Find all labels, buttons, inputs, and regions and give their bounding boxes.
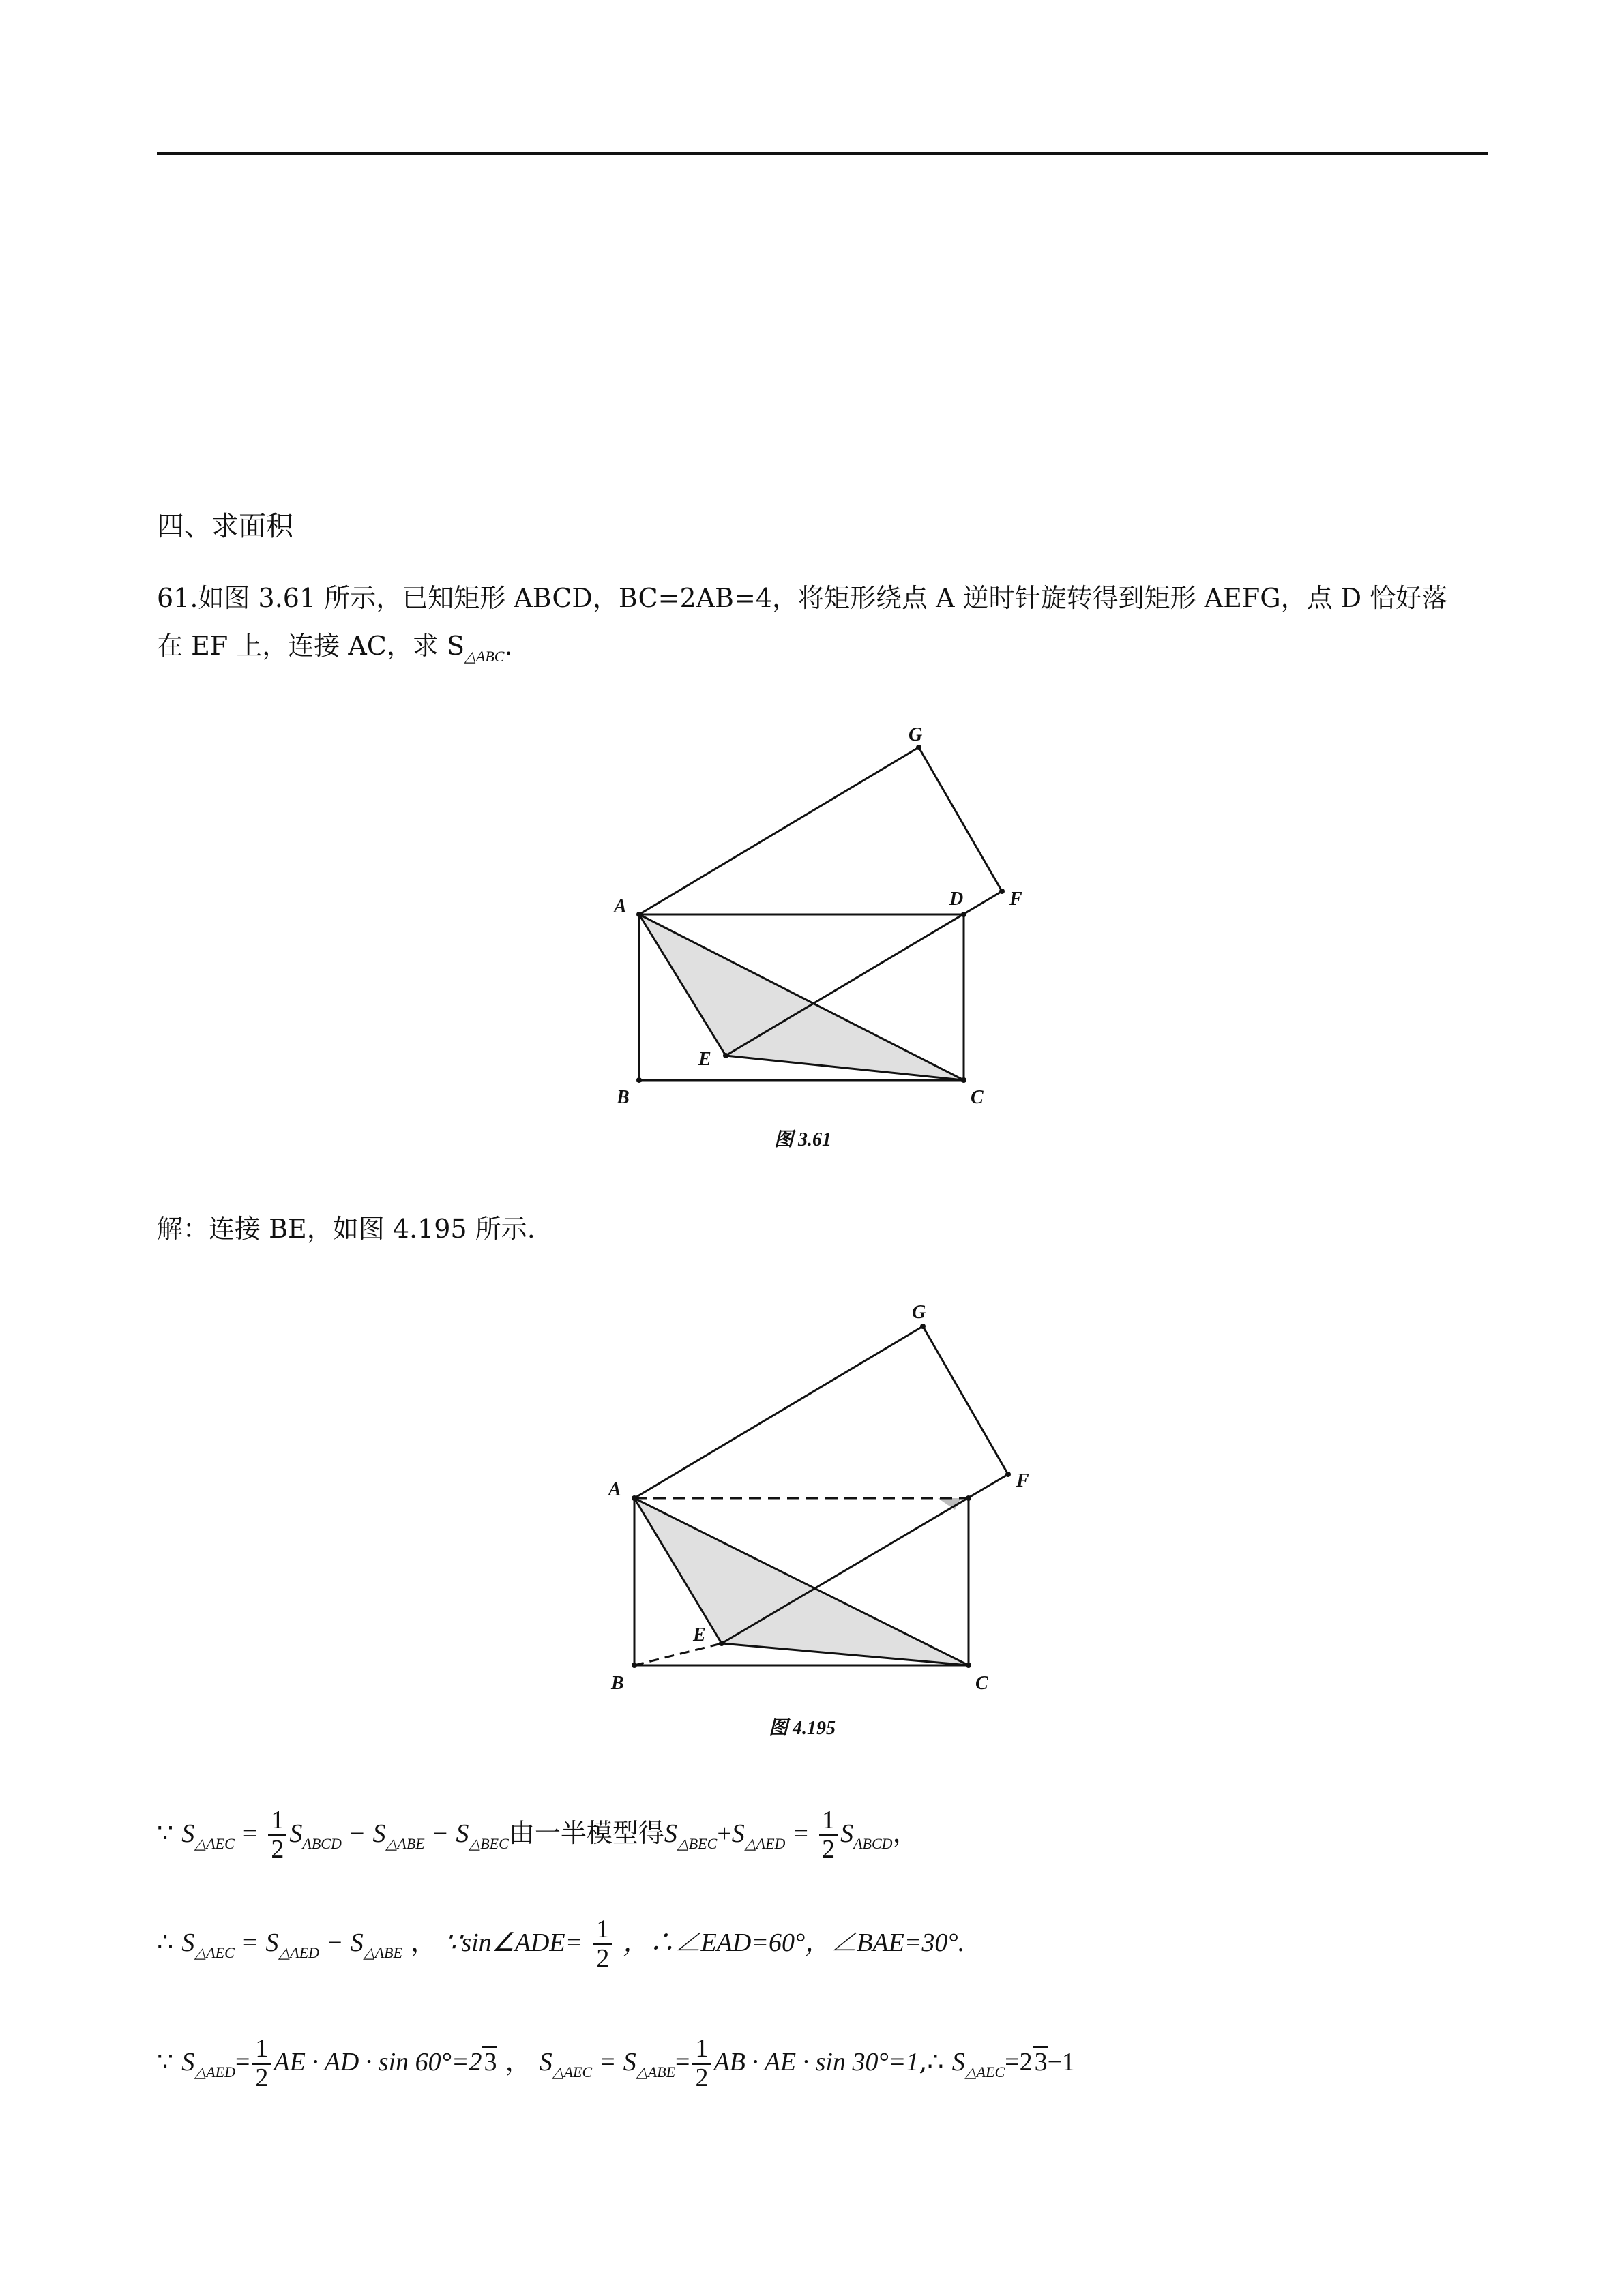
label-g-2: G bbox=[912, 1302, 926, 1323]
label-b: B bbox=[617, 1087, 630, 1108]
fraction-half: $\frac{1}{2}$ bbox=[268, 1807, 286, 1864]
label-e-2: E bbox=[693, 1624, 706, 1645]
solution-intro: 解：连接 BE，如图 4.195 所示. bbox=[157, 1214, 535, 1244]
label-g: G bbox=[909, 724, 923, 745]
fraction-half-2: $\frac{1}{2}$ bbox=[819, 1807, 838, 1864]
label-b-2: B bbox=[611, 1673, 624, 1694]
label-d: D bbox=[949, 889, 964, 910]
side-ag-2 bbox=[634, 1326, 923, 1498]
fraction-half-4: $\frac{1}{2}$ bbox=[252, 2036, 271, 2092]
equation-3: ∵ $S_{\triangle AED}=$ $\frac{1}{2}$ AE · AD · sin 60°=23 ， $S_{\triangle AEC} = S_{\triangle ABE}=$ $\frac{1}{2}$ AB · AE · sin 30°=1,∴ $S_{\triangle AEC}=23-1$ bbox=[157, 2034, 1076, 2092]
problem-line-2-suffix: . bbox=[504, 631, 513, 661]
label-c-2: C bbox=[975, 1673, 988, 1694]
fraction-half-3: $\frac{1}{2}$ bbox=[593, 1916, 612, 1973]
section-title: 四、求面积 bbox=[157, 511, 293, 542]
problem-line-2-prefix: 在 EF 上，连接 AC，求 S bbox=[157, 631, 464, 661]
fraction-half-5: $\frac{1}{2}$ bbox=[692, 2036, 711, 2092]
label-a: A bbox=[614, 896, 627, 917]
label-c: C bbox=[971, 1087, 984, 1108]
side-gf-2 bbox=[923, 1326, 1008, 1474]
figure-3-61-caption: 图 3.61 bbox=[774, 1129, 832, 1150]
problem-line-2-sub: △ABC bbox=[464, 648, 505, 665]
label-f-2: F bbox=[1016, 1470, 1029, 1491]
equation-2: ∴ $S_{\triangle AEC} = S_{\triangle AED} - S_{\triangle ABE}$ ， ∵sin∠ADE= $\frac{1}{2}$ ，∴∠EAD=60°，∠BAE=30°. bbox=[157, 1915, 965, 1973]
dashed-be bbox=[634, 1643, 722, 1665]
problem-line-1: 61.如图 3.61 所示，已知矩形 ABCD，BC=2AB=4，将矩形绕点 A 逆时针旋转得到矩形 AEFG，点 D 恰好落 bbox=[157, 583, 1448, 613]
equation-1: ∵ $S_{\triangle AEC}$ = $\frac{1}{2}$ $S_{ABCD} - S_{\triangle ABE} - S_{\triangle BEC}$由一半模型得$S_{\triangle BEC}+S_{\triangle AED}$ = $\frac{1}{2}$ $S_{ABCD}$， bbox=[157, 1806, 919, 1864]
label-a-2: A bbox=[608, 1479, 621, 1500]
label-e: E bbox=[698, 1049, 711, 1070]
figure-4-195-caption: 图 4.195 bbox=[769, 1718, 836, 1739]
label-f: F bbox=[1009, 889, 1022, 910]
